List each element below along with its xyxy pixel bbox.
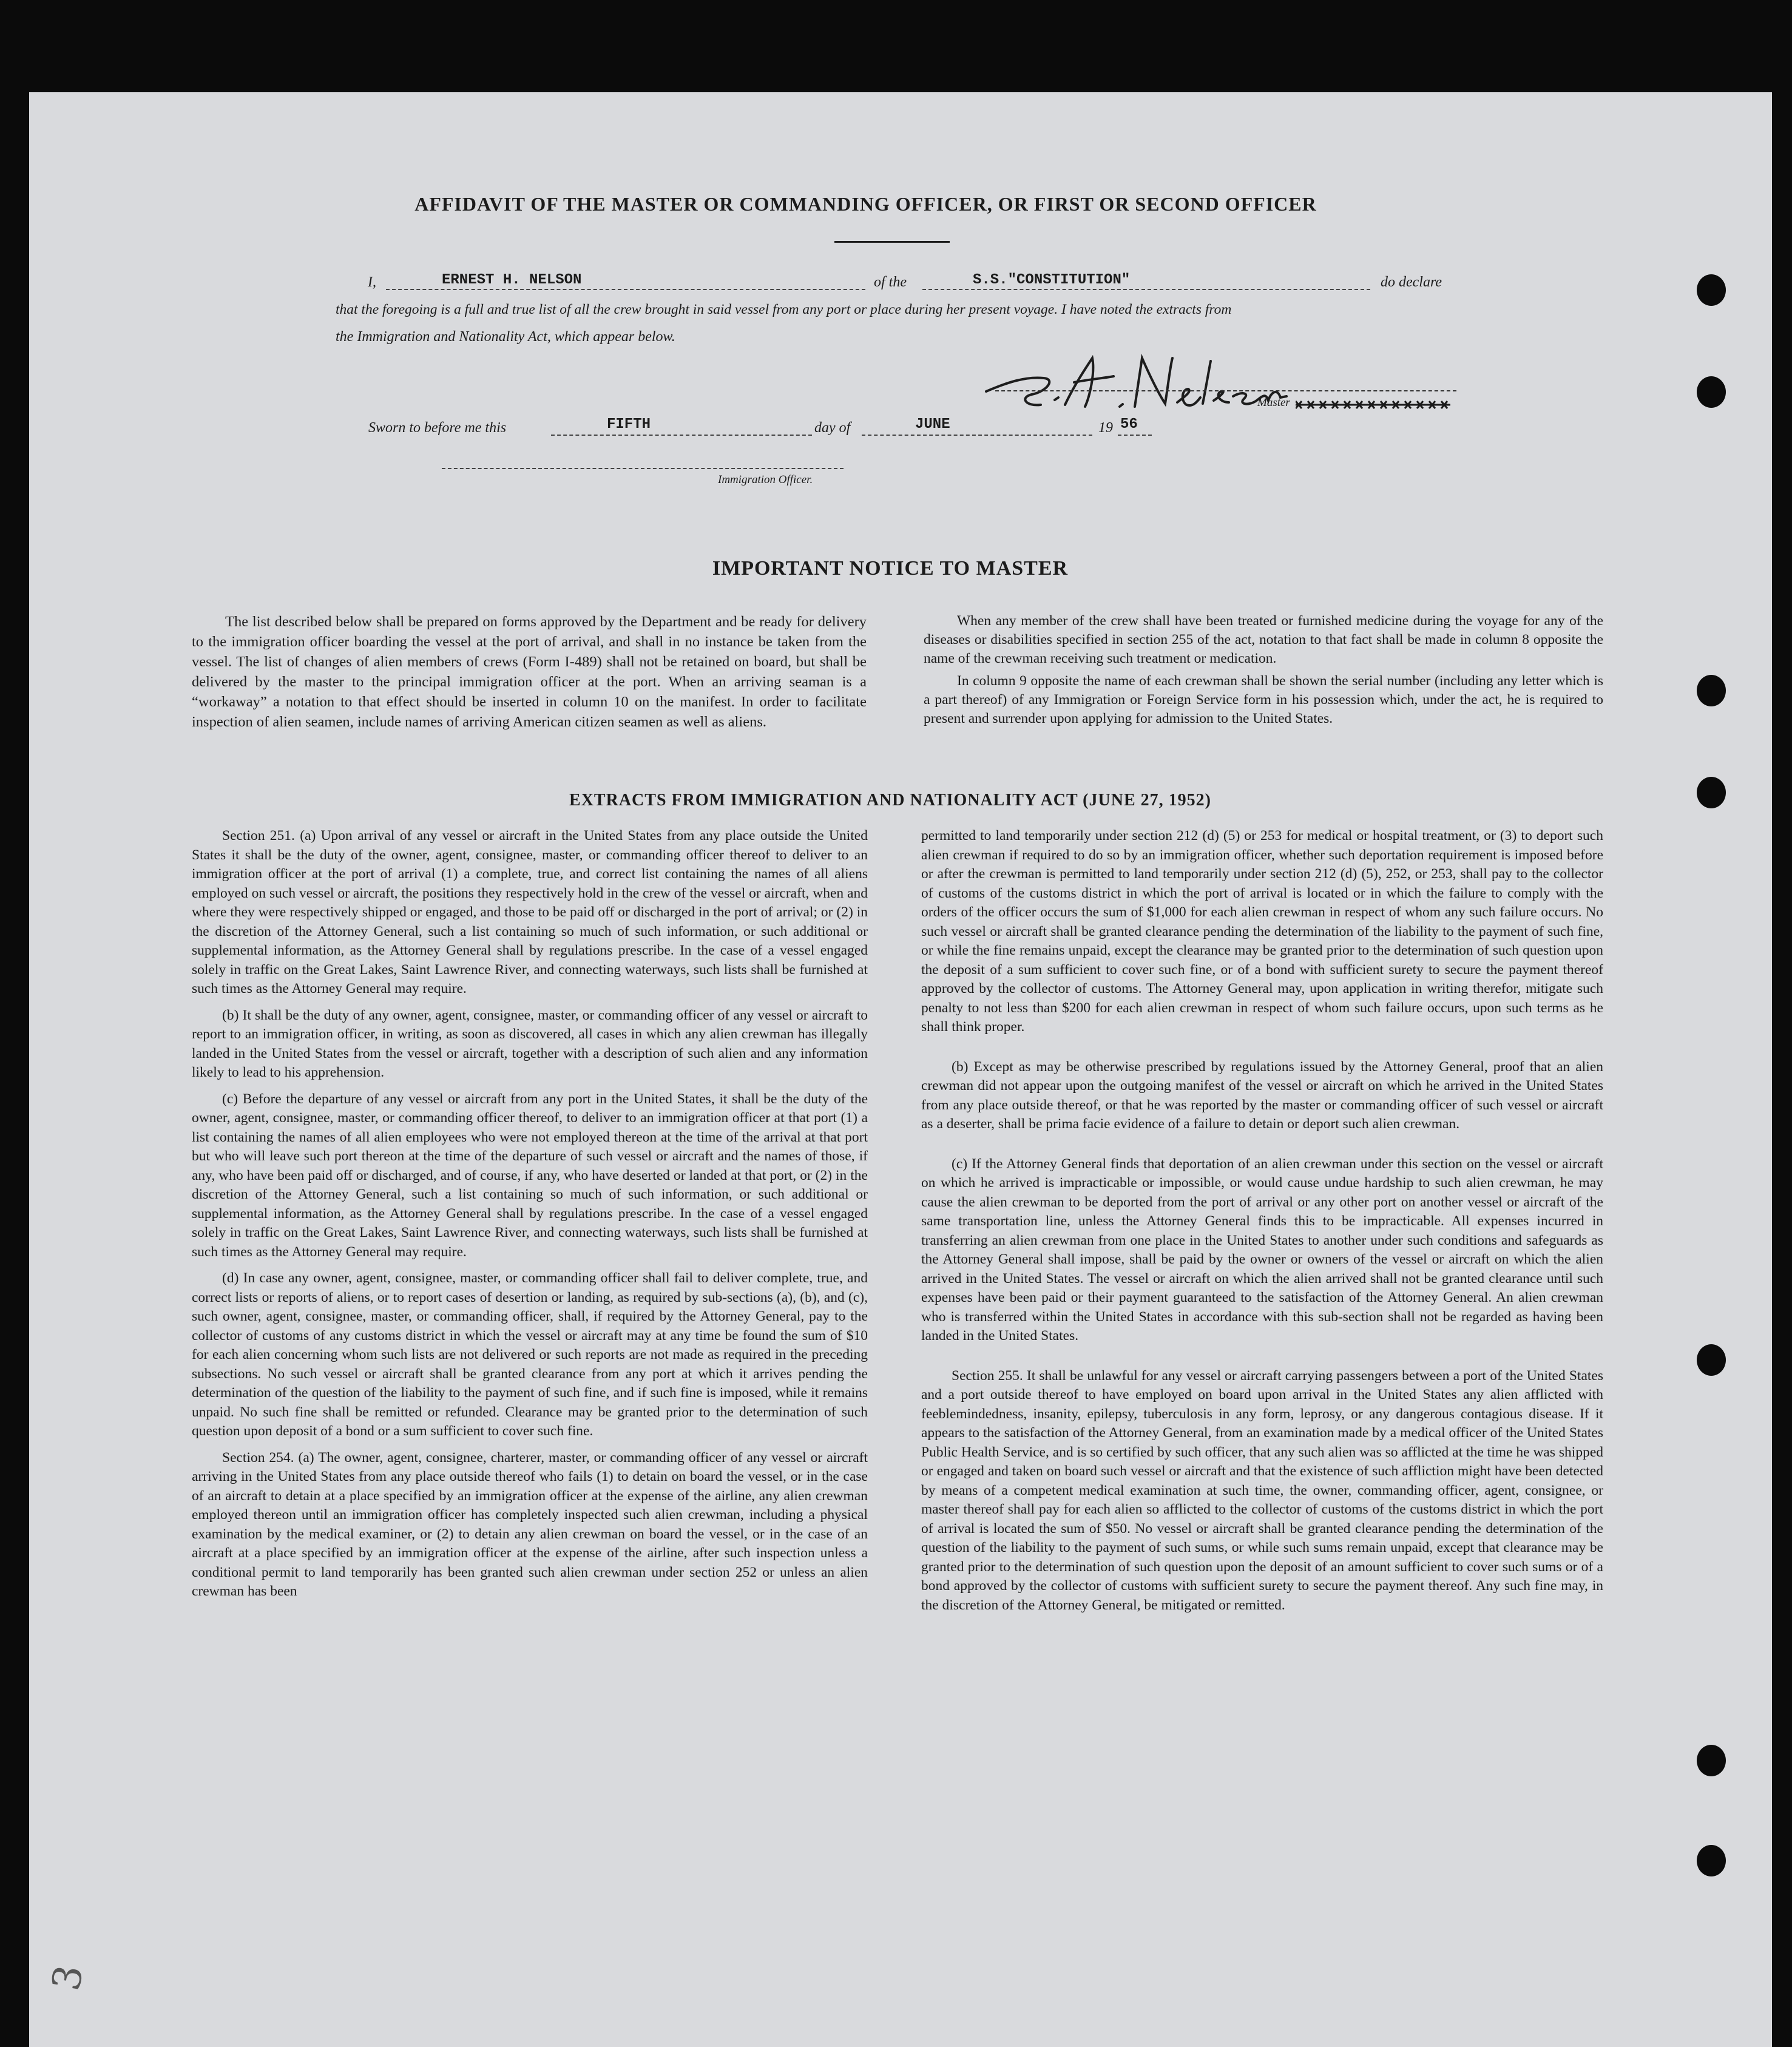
immigration-officer-caption: Immigration Officer. — [718, 473, 813, 486]
do-declare-label: do declare — [1381, 274, 1442, 290]
year-suffix: 56 — [1120, 416, 1138, 433]
extracts-title: EXTRACTS FROM IMMIGRATION AND NATIONALITY ACT (JUNE 27, 1952) — [569, 791, 1211, 810]
section-254-c: (c) If the Attorney General finds that deportation of an alien crewman under this section on the vessel or aircraft on which he arrived is impracticable or impossible, or would cause undue hardship to such alien crewman, he may cause the alien crewman to be deported from the port of arrival or any other port on another vessel or aircraft of the same transportation line, unless the Attorney General finds this to be impracticable. All expenses incurred in transferring an alien crewman from one place in the United States to another under such conditions and safeguards as the Attorney General shall impose, shall be paid by the owner or owners of the vessel or aircraft on which the alien arrived in the United States. The vessel or aircraft on which the alien arrived shall not be granted clearance until such expenses have been paid or their payment guaranteed to the satisfaction of the Attorney General. An alien crewman who is transferred within the United States in accordance with this sub-section shall not be regarded as having been landed in the United States. — [921, 1155, 1603, 1344]
vessel-name: S.S."CONSTITUTION" — [973, 272, 1131, 288]
section-251-c: (c) Before the departure of any vessel or aircraft from any port in the United States, it shall be the duty of the owner, agent, consignee, master, or commanding officer thereof, to deliver to an immigration officer at that port (1) a list containing the names of all alien employees who were not employed thereon at the time of the arrival at that port but who will leave such port thereon at the time of the departure of such vessel or aircraft and the names of those, if any, who have been paid off or discharged, and of course, if any, who have deserted or landed at that port, or (2) in the discretion of the Attorney General, such a list containing so much of such information, or such additional or supplemental information, as the Attorney General shall by regulations prescribe. In the case of a vessel engaged solely in traffic on the Great Lakes, Saint Lawrence River, and connecting waterways, such lists shall be furnished at such times as the Attorney General may require. — [192, 1091, 868, 1260]
extracts-left-column — [192, 827, 868, 1609]
year-blank — [1118, 435, 1152, 436]
punch-hole — [1697, 1745, 1726, 1776]
section-255: Section 255. It shall be unlawful for any vessel or aircraft carrying passengers between a port of the United States and a port outside thereof to have employed on board upon arrival in the United States any alien afflicted with feeblemindedness, insanity, epilepsy, tuberculosis in any form, leprosy, or any dangerous contagious disease. If it appears to the satisfaction of the Attorney General, from an examination made by a medical officer of the United States Public Health Service, and is so certified by such officer, that any such alien was so afflicted at the time he was shipped or engaged and taken on board such vessel or aircraft and that the existence of such affliction might have been detected by means of a competent medical examination at such time, the owner, commanding officer, agent, consignee, or master thereof shall pay for each alien so afflicted to the collector of customs of the customs district in which the port of arrival is located the sum of $50. No vessel or aircraft shall be granted clearance pending the determination of the question of the liability to the payment of such sums, or while such sums remain unpaid, except that clearance may be granted prior to the determination of such question upon the deposit of an amount sufficient to cover such sums or of a bond approved by the collector of customs with sufficient surety to secure the payment thereof. Any such fine may, in the discretion of the Attorney General, be mitigated or remitted. — [921, 1367, 1603, 1613]
day-blank — [551, 435, 812, 436]
affidavit-title: AFFIDAVIT OF THE MASTER OR COMMANDING OFFICER, OR FIRST OR SECOND OFFICER — [414, 193, 1317, 215]
of-the-label: of the — [874, 274, 907, 290]
day-of-label: day of — [814, 420, 851, 436]
margin-page-mark: 3 — [44, 1961, 93, 1994]
extracts-right-column — [921, 827, 1603, 1622]
notice-left-column — [192, 612, 867, 732]
punch-hole — [1697, 1845, 1726, 1876]
notice-title: IMPORTANT NOTICE TO MASTER — [712, 557, 1069, 580]
signature-caption: Master — [1257, 396, 1290, 409]
section-254-a-continued: permitted to land temporarily under section 212 (d) (5) or 253 for medical or hospital treatment, or (3) to deport such alien crewman if required to do so by an immigration officer, whether such deportation requirement is imposed before or after the crewman is permitted to land temporarily under section 212 (d) (5), 252, or 253, shall pay to the collector of customs of the customs district in which the port of arrival is located or in which the failure to comply with the orders of the officer occurs the sum of $1,000 for each alien crewman in respect of whom any such failure occurs. No such vessel or aircraft shall be granted clearance pending the determination of the liability to the payment of such fine, or while the fine remains unpaid, except the clearance may be granted prior to the determination of such question upon the deposit of a sum sufficient to cover such fine, or of a bond with sufficient surety to secure the payment thereof approved by the collector of customs. The Attorney General may, upon application in writing therefor, mitigate such penalty to not less than $200 for each alien crewman in respect of whom such failure occurs, upon such terms as he shall think proper. — [921, 828, 1603, 1035]
notice-left-paragraph: The list described below shall be prepared on forms approved by the Department and be ready for delivery to the immigration officer boarding the vessel at the port of arrival, and shall in no instance be taken from the vessel. The list of changes of alien members of crews (Form I-489) shall not be retained on board, but shall be delivered by the master to the principal immigration officer at the port. When an arriving seaman is a “workaway” a notation to that effect should be inserted in column 10 on the manifest. In order to facilitate inspection of alien seamen, include names of arriving American citizen seamen as well as aliens. — [192, 614, 867, 730]
immigration-officer-line — [442, 468, 844, 469]
title-rule — [834, 241, 950, 243]
struck-out-title — [1296, 398, 1453, 412]
punch-hole — [1697, 675, 1726, 706]
notice-right-paragraph-1: When any member of the crew shall have been treated or furnished medicine during the voyage for any of the diseases or disabilities specified in section 255 of the act, notation to that fact shall be made in column 8 opposite the name of the crewman receiving such treatment or medication. — [924, 613, 1603, 666]
punch-hole — [1697, 376, 1726, 408]
sworn-month: JUNE — [915, 416, 950, 433]
declaration-line-2: the Immigration and Nationality Act, which appear below. — [336, 329, 675, 345]
section-254-b: (b) Except as may be otherwise prescribed by regulations issued by the Attorney General, proof that an alien crewman did not appear upon the outgoing manifest of the vessel or aircraft on which he arrived in the United States from any place outside thereof, or that he was reported by the master or commanding officer of such vessel or aircraft as a deserter, shall be prima facie evidence of a failure to detain or deport such alien crewman. — [921, 1058, 1603, 1132]
name-blank — [386, 289, 865, 290]
section-254-a: Section 254. (a) The owner, agent, consignee, charterer, master, or commanding officer of any vessel or aircraft arriving in the United States from any place outside thereof who fails (1) to detain on board the vessel, or in the case of an aircraft to detain at a place specified by an immigration officer at the expense of the airline, any alien crewman employed thereon until an immigration officer has completely inspected such alien crewman, including a physical examination by the medical examiner, or (2) to detain any alien crewman on board the vessel, or in the case of an aircraft at a place specified by an immigration officer at the expense of the airline, after such inspection unless a conditional permit to land temporarily has been granted such alien crewman under section 252 or unless an alien crewman has been — [192, 1449, 868, 1599]
notice-right-paragraph-2: In column 9 opposite the name of each crewman shall be shown the serial number (including any letter which is a part thereof) of any Immigration or Foreign Service form in his possession which, under the act, he is required to present and surrender upon applying for admission to the United States. — [924, 673, 1603, 726]
vessel-blank — [922, 289, 1370, 290]
punch-hole — [1697, 274, 1726, 306]
notice-right-column — [924, 612, 1603, 728]
master-signature — [983, 349, 1299, 422]
month-blank — [862, 435, 1092, 436]
section-251-d: (d) In case any owner, agent, consignee, master, or commanding officer shall fail to deliver complete, true, and correct lists or reports of aliens, or to report cases of desertion or landing, as required by sub-sections (a), (b), and (c), such owner, agent, consignee, master, or commanding officer, shall, if required by the Attorney General, pay to the collector of customs of any customs district in which the vessel or aircraft may at any time be found the sum of $10 for each alien concerning whom such lists are not delivered or such reports are not made as required in the preceding subsections. No such vessel or aircraft shall be granted clearance from any port at which it arrives pending the determination of the question of the liability to the payment of such fine, and if such fine is imposed, while it remains unpaid. No such fine shall be remitted or refunded. Clearance may be granted prior to the determination of such question upon deposit of a bond or a sum sufficient to cover such fine. — [192, 1270, 868, 1439]
year-prefix: 19 — [1098, 420, 1113, 436]
master-name: ERNEST H. NELSON — [442, 272, 582, 288]
section-251-a: Section 251. (a) Upon arrival of any vessel or aircraft in the United States from any place outside the United States it shall be the duty of the owner, agent, consignee, master, or commanding officer thereof to deliver to an immigration officer at the port of arrival (1) a complete, true, and correct list containing the names of all aliens employed on such vessel or aircraft, the positions they respectively hold in the crew of the vessel or aircraft, when and where they were respectively shipped or engaged, and those to be paid off or discharged in the port of arrival; or (2) in the discretion of the Attorney General, such a list containing so much of such information, or such additional or supplemental information, as the Attorney General shall by regulations prescribe. In the case of a vessel engaged solely in traffic on the Great Lakes, Saint Lawrence River, and connecting waterways, such lists shall be furnished at such times as the Attorney General may require. — [192, 828, 868, 996]
declaration-line-1: that the foregoing is a full and true list of all the crew brought in said vessel from any port or place during her present voyage. I have noted the extracts from — [336, 302, 1232, 317]
i-label: I, — [368, 274, 376, 290]
punch-hole — [1697, 1344, 1726, 1376]
sworn-day: FIFTH — [607, 416, 651, 433]
sworn-label: Sworn to before me this — [368, 420, 507, 436]
section-251-b: (b) It shall be the duty of any owner, agent, consignee, master, or commanding officer of any vessel or aircraft to report to an immigration officer, in writing, as soon as discovered, all cases in which any alien crewman has illegally landed in the United States from the vessel or aircraft, together with a description of such alien and any information likely to lead to his apprehension. — [192, 1007, 868, 1080]
signature-line — [995, 390, 1456, 391]
